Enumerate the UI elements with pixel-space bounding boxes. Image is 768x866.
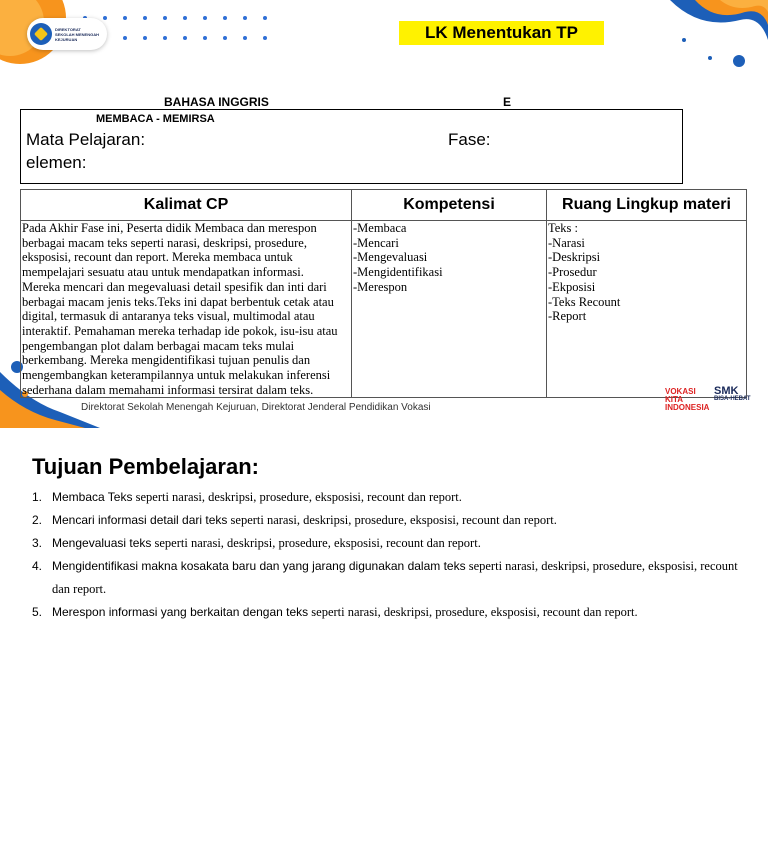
cp-line: digital, termasuk di antaranya teks visual, multimodal atau: [22, 309, 315, 324]
list-number: 5.: [32, 605, 43, 619]
cp-line: interaktif. Pemahaman mereka terhadap ide pokok, isu-isu atau: [22, 323, 338, 338]
document-title: LK Menentukan TP: [399, 21, 604, 45]
kompetensi-item: -Mengevaluasi: [353, 250, 428, 265]
ruang-lingkup-item: -Report: [548, 309, 587, 324]
cp-line: sederhana dalam memahami informasi tersirat dalam teks.: [22, 382, 314, 397]
kompetensi-item: -Membaca: [353, 221, 407, 235]
tujuan-rest: seperti narasi, deskripsi, prosedure, eksposisi, recount dan report.: [132, 490, 462, 504]
cp-text-cell: [21, 221, 352, 398]
phase-value: E: [503, 95, 512, 109]
header-decoration-right: [640, 0, 768, 80]
list-item: [32, 509, 742, 532]
tujuan-verb: Membaca Teks: [52, 490, 133, 504]
list-item: [32, 601, 742, 624]
ruang-lingkup-cell: [547, 221, 747, 398]
element-label: elemen:: [26, 153, 87, 172]
kompetensi-item: -Merespon: [353, 279, 408, 294]
smk-tagline: BISA-HEBAT: [714, 396, 751, 402]
list-item: [32, 555, 742, 601]
cp-line: berbagai macam jenis teks.Teks ini dapat berbentuk cetak atau: [22, 294, 334, 309]
cp-line: mengembangkan keterampilannya untuk melakukan inferensi: [22, 368, 331, 383]
element-value: MEMBACA - MEMIRSA: [96, 113, 215, 125]
cp-line: eksposisi, recount dan report. Mereka membaca untuk: [22, 250, 293, 265]
list-number: 3.: [32, 536, 43, 550]
tujuan-rest: seperti narasi, deskripsi, prosedure, eksposisi, recount dan report.: [151, 536, 481, 550]
kompetensi-cell: [352, 221, 547, 398]
header-ruang-lingkup: Ruang Lingkup materi: [547, 190, 747, 221]
ministry-logo: [27, 18, 107, 50]
kompetensi-item: -Mencari: [353, 235, 399, 250]
list-item: [32, 532, 742, 555]
subject-value: BAHASA INGGRIS: [164, 95, 269, 109]
vokasi-logo: VOKASI KITA INDONESIA: [665, 387, 710, 412]
kompetensi-item: -Mengidentifikasi: [353, 265, 443, 280]
logo-text: DIREKTORAT SEKOLAH MENENGAH KEJURUAN: [55, 26, 100, 42]
tujuan-list: [32, 486, 742, 624]
tujuan-rest: seperti narasi, deskripsi, prosedure, eksposisi, recount dan report.: [52, 559, 738, 596]
cp-line: Mereka mencari dan megevaluasi detail spesifik dan inti dari: [22, 279, 327, 294]
phase-label: Fase:: [448, 130, 491, 149]
ruang-lingkup-item: -Narasi: [548, 235, 585, 250]
cp-line: berkembang. Mereka mengidentifikasi tujuan penulis dan: [22, 353, 311, 368]
ruang-lingkup-item: -Deskripsi: [548, 250, 601, 265]
ruang-lingkup-item: -Ekposisi: [548, 279, 596, 294]
header-kompetensi: Kompetensi: [352, 190, 547, 221]
smk-logo-text: SMK: [714, 385, 739, 397]
tujuan-verb: Mengevaluasi teks: [52, 536, 152, 550]
tujuan-verb: Mengidentifikasi makna kosakata baru dan yang jarang digunakan dalam teks: [52, 559, 466, 573]
tujuan-verb: Mencari informasi detail dari teks: [52, 513, 228, 527]
table-row: [21, 221, 747, 398]
info-box: [20, 109, 683, 184]
cp-line: mempelajari sesuatu atau untuk mendapatkan informasi.: [22, 265, 304, 280]
list-number: 2.: [32, 513, 43, 527]
footer-text: Direktorat Sekolah Menengah Kejuruan, Direktorat Jenderal Pendidikan Vokasi: [81, 402, 431, 413]
ruang-lingkup-item: -Teks Recount: [548, 294, 621, 309]
list-number: 1.: [32, 490, 43, 504]
cp-line: berbagai macam teks seperti narasi, deskripsi, prosedure,: [22, 235, 307, 250]
tujuan-rest: seperti narasi, deskripsi, prosedure, eksposisi, recount dan report.: [308, 605, 638, 619]
tujuan-verb: Merespon informasi yang berkaitan dengan teks: [52, 605, 309, 619]
header-kalimat-cp: Kalimat CP: [21, 190, 352, 221]
list-number: 4.: [32, 559, 43, 573]
ruang-lingkup-item: -Prosedur: [548, 265, 597, 280]
ruang-lingkup-item: Teks :: [548, 221, 579, 235]
smk-logo: [714, 386, 751, 403]
table-header-row: [21, 190, 747, 221]
list-item: [32, 486, 742, 509]
tujuan-rest: seperti narasi, deskripsi, prosedure, eksposisi, recount dan report.: [227, 513, 557, 527]
subject-label: Mata Pelajaran:: [26, 130, 146, 149]
cp-line: Pada Akhir Fase ini, Peserta didik Membaca dan merespon: [22, 221, 317, 235]
cp-line: pengembangan plot dalam berbagai macam teks mulai: [22, 338, 295, 353]
tut-wuri-emblem-icon: [30, 23, 52, 45]
tujuan-title: Tujuan Pembelajaran:: [32, 454, 259, 479]
cp-table: [20, 189, 747, 398]
